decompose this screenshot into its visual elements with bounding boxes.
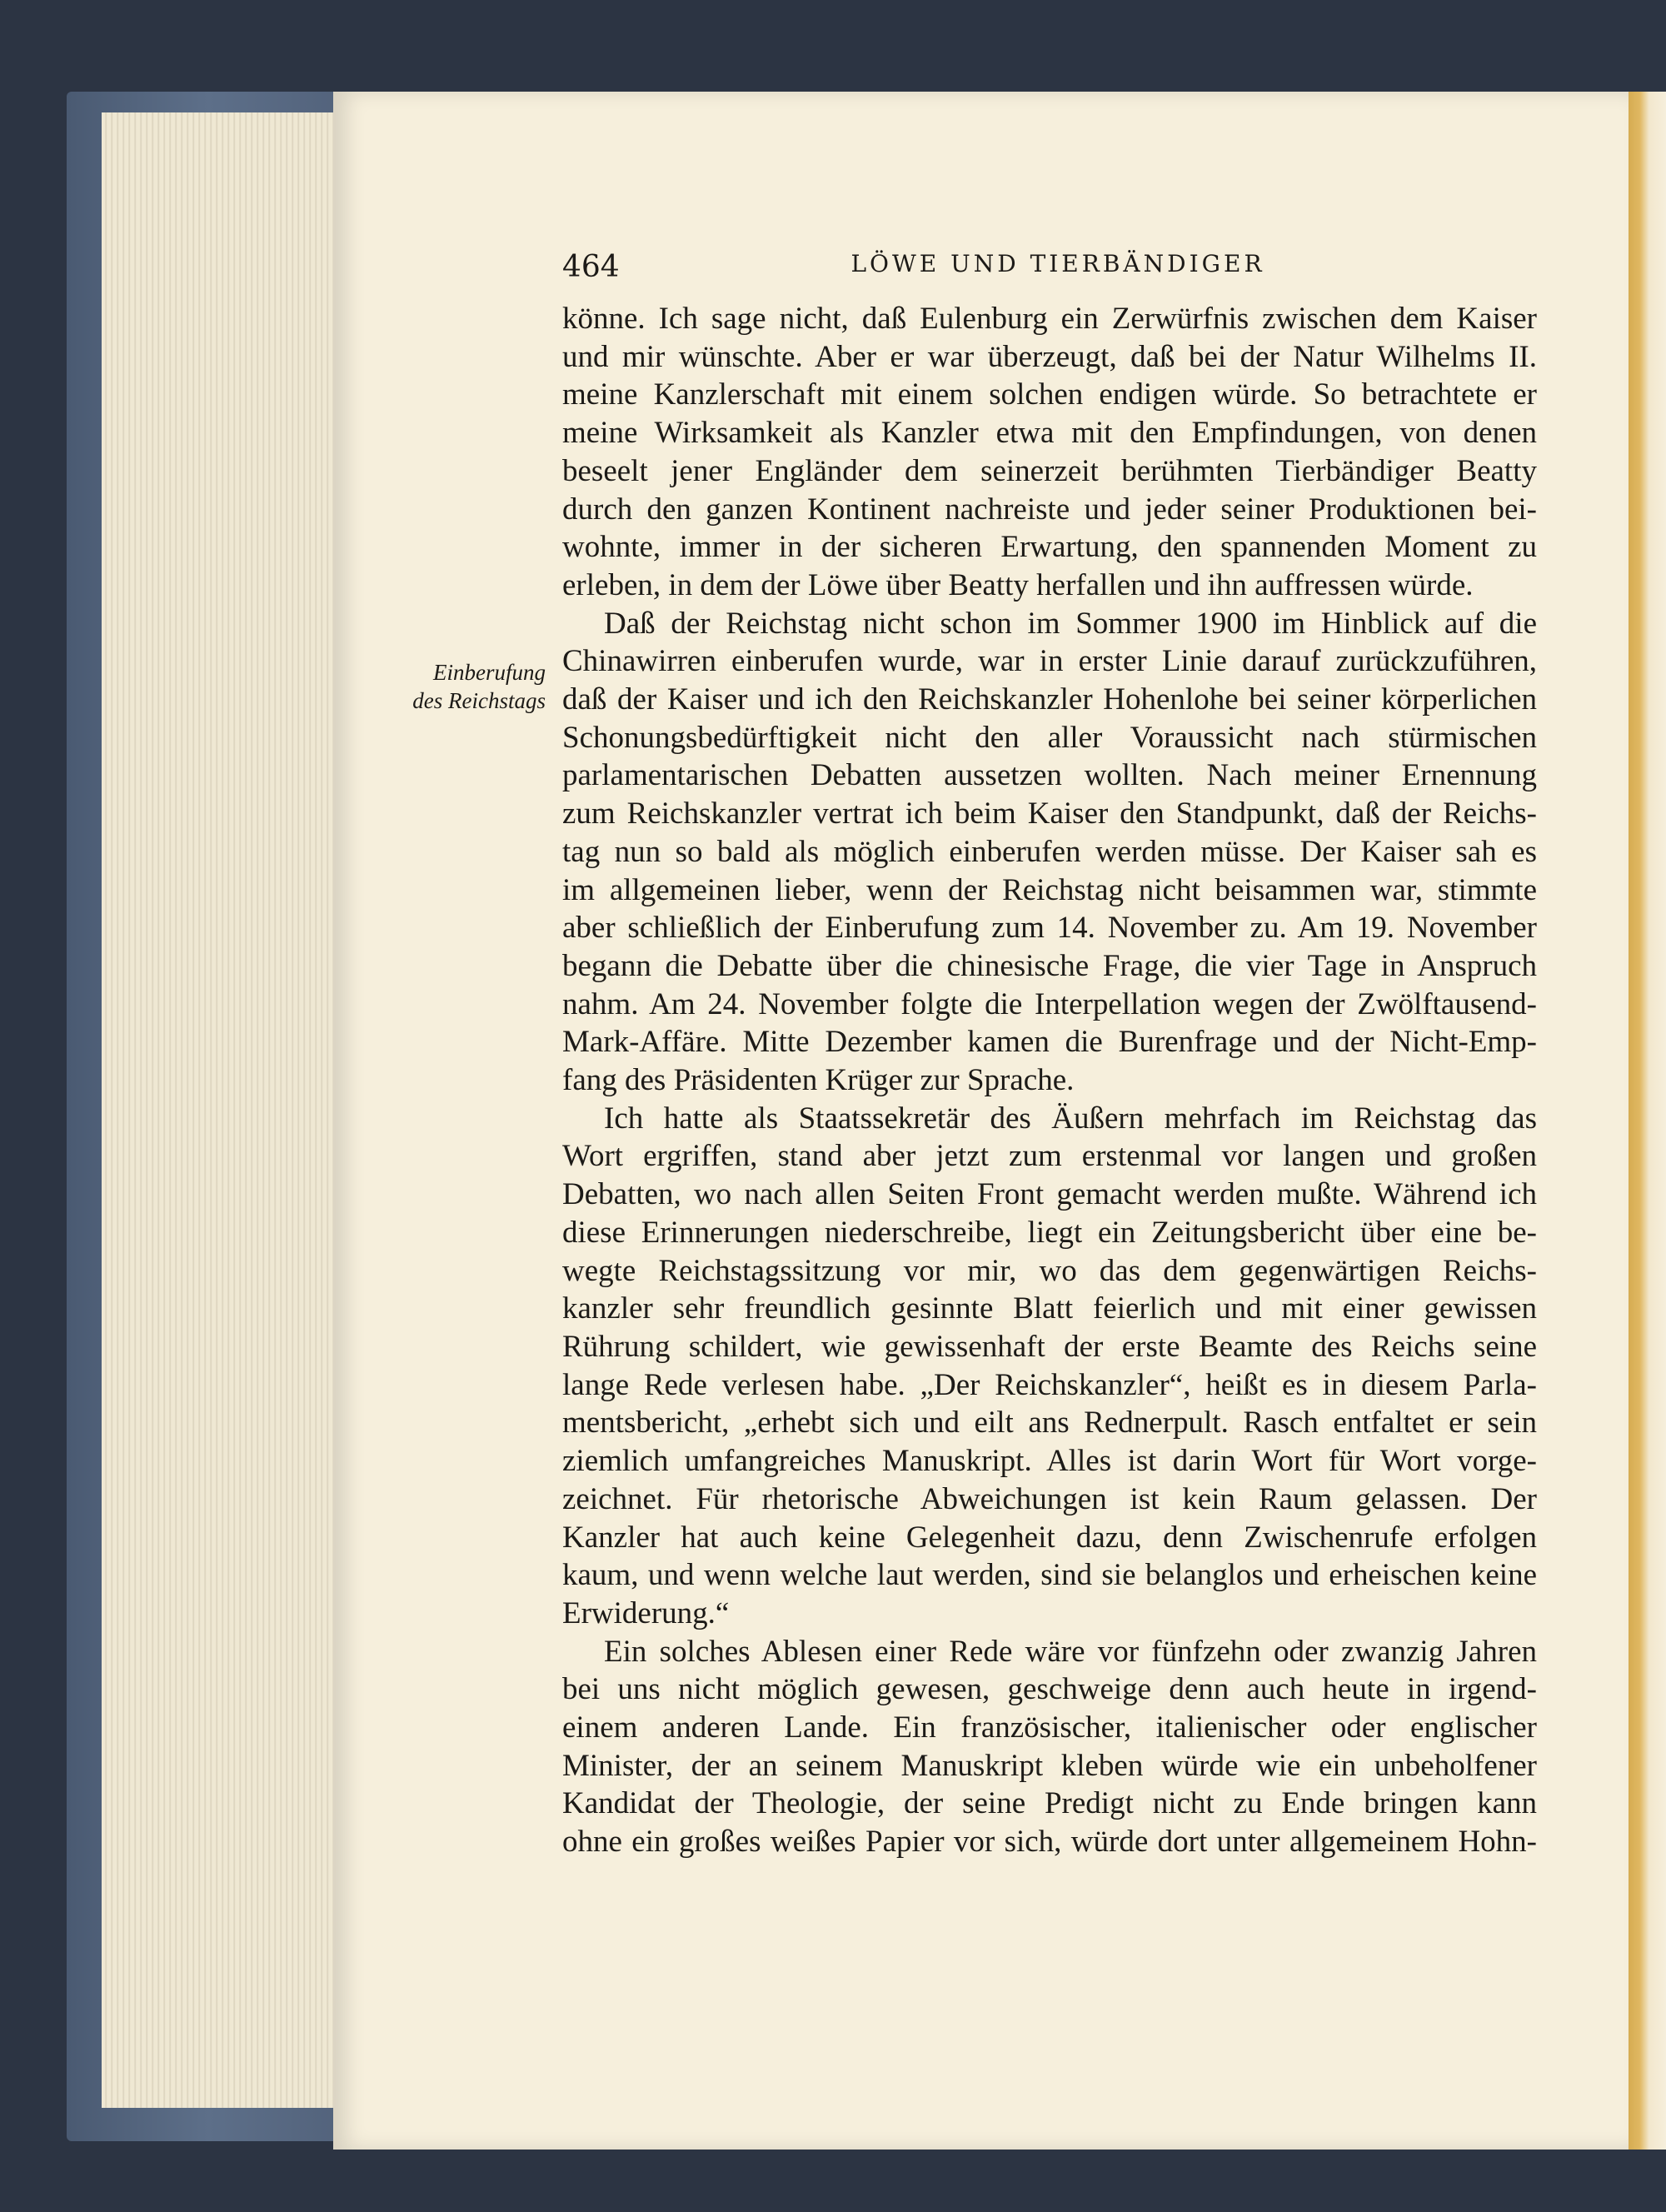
paragraph [562, 300, 1537, 605]
margin-note [367, 658, 546, 715]
text-line: aber schließlich der Einberufung zum 14. November zu. Am 19. November [562, 911, 1537, 946]
text-line: durch den ganzen Kontinent nachreiste und jeder seiner Produktionen bei- [562, 492, 1537, 527]
text-line: diese Erinnerungen niederschreibe, liegt ein Zeitungsbericht über eine be- [562, 1215, 1537, 1250]
paragraph [562, 1100, 1537, 1633]
margin-note-line: Einberufung [433, 660, 546, 685]
text-line: meine Wirksamkeit als Kanzler etwa mit den Empfindungen, von denen [562, 416, 1537, 451]
running-head [562, 250, 1537, 292]
text-line: mentsbericht, „erhebt sich und eilt ans Rednerpult. Rasch entfaltet er sein [562, 1406, 1537, 1441]
text-line: ohne ein großes weißes Papier vor sich, würde dort unter allgemeinem Hohn- [562, 1825, 1537, 1860]
paragraph [562, 605, 1537, 1100]
text-line: Schonungsbedürftigkeit nicht den aller Voraussicht nach stürmischen [562, 720, 1537, 755]
text-line: könne. Ich sage nicht, daß Eulenburg ein Zerwürfnis zwischen dem Kaiser [562, 302, 1537, 336]
text-line: zum Reichskanzler vertrat ich beim Kaiser den Standpunkt, daß der Reichs- [562, 796, 1537, 831]
text-line: tag nun so bald als möglich einberufen werden müsse. Der Kaiser sah es [562, 834, 1537, 869]
text-line: fang des Präsidenten Krüger zur Sprache. [562, 1063, 1075, 1098]
page-edges [102, 112, 343, 2108]
text-line: einem anderen Lande. Ein französischer, italienischer oder englischer [562, 1710, 1537, 1745]
text-line: begann die Debatte über die chinesische Frage, die vier Tage in Anspruch [562, 948, 1537, 983]
margin-note-line: des Reichstags [412, 688, 546, 713]
text-line: bei uns nicht möglich gewesen, geschweige denn auch heute in irgend- [562, 1672, 1537, 1707]
text-line: Rührung schildert, wie gewissenhaft der erste Beamte des Reichs seine [562, 1329, 1537, 1364]
text-line: nahm. Am 24. November folgte die Interpellation wegen der Zwölftausend- [562, 986, 1537, 1021]
page-number: 464 [562, 250, 620, 284]
text-line: Daß der Reichstag nicht schon im Sommer 1900 im Hinblick auf die [604, 606, 1537, 641]
text-line: Ein solches Ablesen einer Rede wäre vor fünfzehn oder zwanzig Jahren [604, 1634, 1537, 1669]
text-line: Minister, der an seinem Manuskript kleben würde wie ein unbeholfener [562, 1748, 1537, 1783]
text-line: daß der Kaiser und ich den Reichskanzler Hohenlohe bei seiner körperlichen [562, 682, 1537, 717]
text-line: beseelt jener Engländer dem seinerzeit berühmten Tierbändiger Beatty [562, 453, 1537, 488]
text-line: zeichnet. Für rhetorische Abweichungen ist kein Raum gelassen. Der [562, 1481, 1537, 1516]
text-line: Debatten, wo nach allen Seiten Front gemacht werden mußte. Während ich [562, 1177, 1537, 1212]
running-title: LÖWE UND TIERBÄNDIGER [850, 250, 1265, 277]
text-line: Wort ergriffen, stand aber jetzt zum erstenmal vor langen und großen [562, 1139, 1537, 1174]
text-line: Mark-Affäre. Mitte Dezember kamen die Burenfrage und der Nicht-Emp- [562, 1025, 1537, 1060]
text-line: Kandidat der Theologie, der seine Predigt nicht zu Ende bringen kann [562, 1786, 1537, 1821]
text-line: und mir wünschte. Aber er war überzeugt, daß bei der Natur Wilhelms II. [562, 339, 1537, 374]
text-line: Kanzler hat auch keine Gelegenheit dazu, denn Zwischenrufe erfolgen [562, 1520, 1537, 1555]
text-line: Chinawirren einberufen wurde, war in erster Linie darauf zurückzuführen, [562, 644, 1537, 679]
next-page-edge [1629, 92, 1666, 2150]
text-line: kaum, und wenn welche laut werden, sind sie belanglos und erheischen keine [562, 1558, 1537, 1593]
text-line: wohnte, immer in der sicheren Erwartung, den spannenden Moment zu [562, 530, 1537, 565]
text-line: parlamentarischen Debatten aussetzen wollten. Nach meiner Ernennung [562, 758, 1537, 793]
text-line: lange Rede verlesen habe. „Der Reichskanzler“, heißt es in diesem Parla- [562, 1367, 1537, 1402]
text-line: Erwiderung.“ [562, 1595, 730, 1630]
body-text [562, 300, 1537, 1861]
text-line: meine Kanzlerschaft mit einem solchen endigen würde. So betrachtete er [562, 377, 1537, 412]
text-line: kanzler sehr freundlich gesinnte Blatt feierlich und mit einer gewissen [562, 1291, 1537, 1326]
text-line: wegte Reichstagssitzung vor mir, wo das dem gegenwärtigen Reichs- [562, 1253, 1537, 1288]
text-line: ziemlich umfangreiches Manuskript. Alles ist darin Wort für Wort vorge- [562, 1444, 1537, 1479]
text-line: erleben, in dem der Löwe über Beatty herfallen und ihn auffressen würde. [562, 567, 1474, 602]
text-line: Ich hatte als Staatssekretär des Äußern mehrfach im Reichstag das [604, 1101, 1537, 1136]
paragraph [562, 1633, 1537, 1861]
text-line: im allgemeinen lieber, wenn der Reichstag nicht beisammen war, stimmte [562, 872, 1537, 907]
